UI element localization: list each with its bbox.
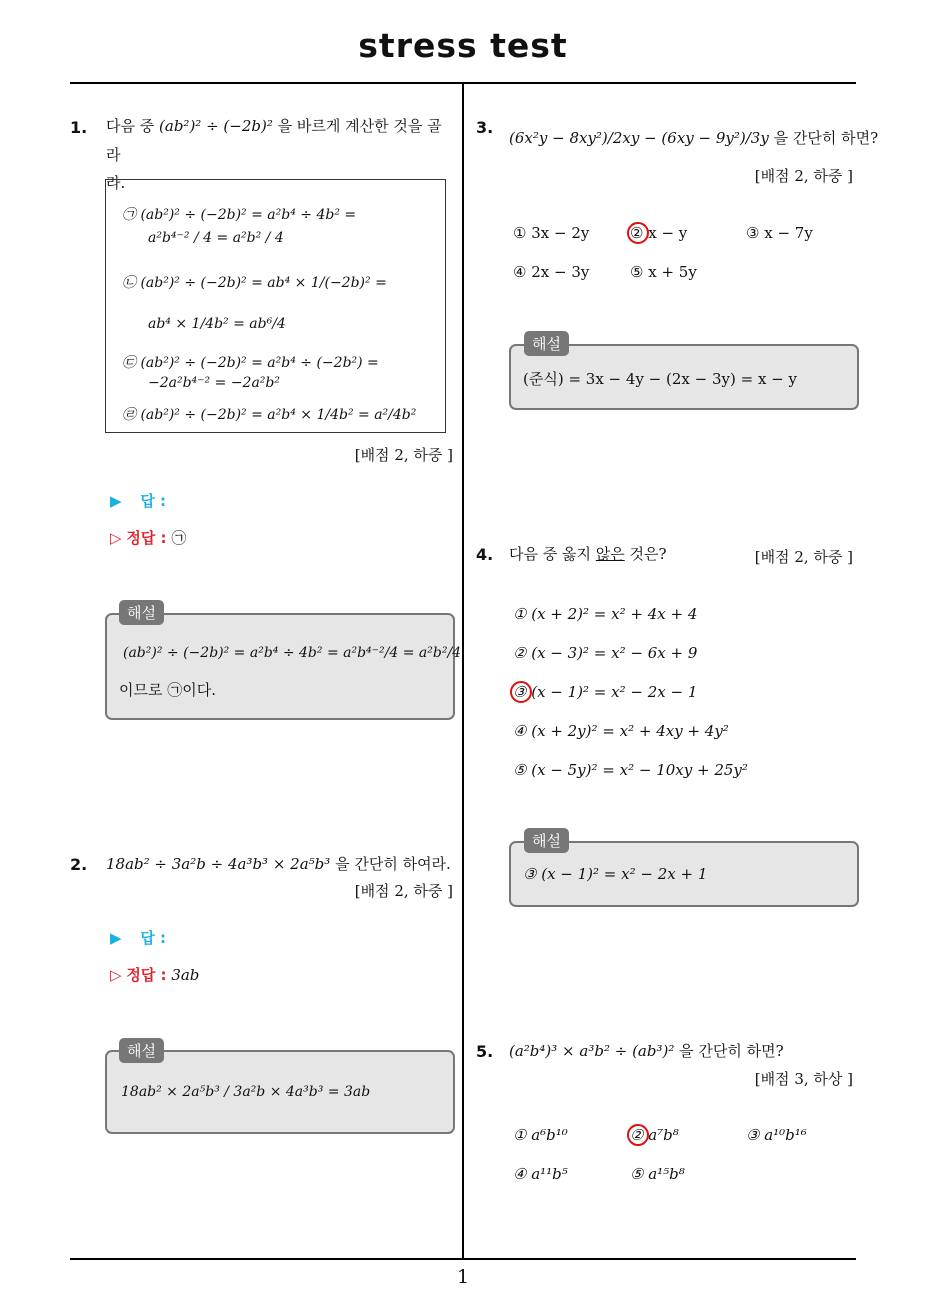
q5-choice-3[interactable]: ③ a¹⁰b¹⁶ <box>746 1126 807 1144</box>
q5-number: 5. <box>476 1042 494 1061</box>
q3-text <box>509 124 878 153</box>
q2-explanation-tag: 해설 <box>119 1038 164 1063</box>
q2-expr: 18ab² ÷ 3a²b ÷ 4a³b³ × 2a⁵b³ <box>106 855 331 873</box>
column-divider <box>462 84 464 1259</box>
q4-choice-1[interactable]: ① (x + 2)² = x² + 4x + 4 <box>513 605 698 623</box>
q5-choice-4[interactable]: ④ a¹¹b⁵ <box>513 1165 568 1183</box>
play-icon: ▶ <box>110 929 122 947</box>
q3-answer-mark-icon <box>627 222 649 244</box>
q3-choice-3[interactable]: ③ x − 7y <box>746 224 813 242</box>
q1-correct-label: 정답 : <box>126 529 167 547</box>
q2-text-suffix: 을 간단히 하여라. <box>335 855 451 873</box>
q1-explanation-line2: 이므로 ㉠이다. <box>119 681 216 699</box>
q4-text-underline: 않은 <box>595 545 625 563</box>
q1-explanation-box <box>105 613 462 720</box>
q1-option-b-line1: ㉡ (ab²)² ÷ (−2b)² = ab⁴ × 1/(−2b)² = <box>122 275 387 291</box>
q3-explanation: (준식) = 3x − 4y − (2x − 3y) = x − y <box>523 370 797 388</box>
q1-correct-value: ㉠ <box>171 529 187 547</box>
q3-explanation-tag: 해설 <box>524 331 569 356</box>
q1-text-prefix: 다음 중 <box>106 117 155 135</box>
q1-option-b-line2: ab⁴ × 1/4b² = ab⁶/4 <box>148 316 286 332</box>
q1-correct-row <box>110 527 186 548</box>
outline-triangle-icon: ▷ <box>110 966 122 984</box>
q1-option-a-line2: a²b⁴⁻² / 4 = a²b² / 4 <box>148 230 284 246</box>
q4-number: 4. <box>476 545 494 564</box>
q4-score: [배점 2, 하중 ] <box>754 548 853 566</box>
page-title: stress test <box>358 26 568 65</box>
q2-answer-label: 답 : <box>140 929 167 947</box>
q5-score: [배점 3, 하상 ] <box>754 1070 853 1088</box>
q4-choice-5[interactable]: ⑤ (x − 5y)² = x² − 10xy + 25y² <box>513 761 748 779</box>
q3-text-suffix: 을 간단히 하면? <box>773 129 879 147</box>
q2-correct-label: 정답 : <box>126 966 167 984</box>
q2-correct-row <box>110 964 199 985</box>
q2-answer-row[interactable] <box>110 927 166 948</box>
q4-choice-4[interactable]: ④ (x + 2y)² = x² + 4xy + 4y² <box>513 722 729 740</box>
q5-choice-5[interactable]: ⑤ a¹⁵b⁸ <box>630 1165 685 1183</box>
q1-text-suffix: 을 바르게 계산한 것을 골라 <box>106 117 442 164</box>
q2-explanation: 18ab² × 2a⁵b³ / 3a²b × 4a³b³ = 3ab <box>121 1084 371 1100</box>
q3-choice-5[interactable]: ⑤ x + 5y <box>630 263 697 281</box>
q3-number: 3. <box>476 118 494 137</box>
q1-explanation-tag: 해설 <box>119 600 164 625</box>
play-icon: ▶ <box>110 492 122 510</box>
q5-answer-mark-icon <box>627 1124 649 1146</box>
q5-text-suffix: 을 간단히 하면? <box>679 1042 784 1060</box>
q4-explanation-tag: 해설 <box>524 828 569 853</box>
q1-answer-row[interactable] <box>110 490 166 511</box>
q5-text <box>509 1037 784 1066</box>
q2-text <box>106 850 451 879</box>
q1-option-c-line1: ㉢ (ab²)² ÷ (−2b)² = a²b⁴ ÷ (−2b²) = <box>122 355 379 371</box>
q2-correct-value: 3ab <box>171 966 200 984</box>
q3-expr: (6x²y − 8xy²)/2xy − (6xy − 9y²)/3y <box>509 129 769 147</box>
q1-text-expr: (ab²)² ÷ (−2b)² <box>159 117 273 135</box>
bottom-rule <box>70 1258 856 1260</box>
page-number: 1 <box>456 1266 470 1288</box>
q5-choice-2[interactable]: ② a⁷b⁸ <box>630 1126 679 1144</box>
q1-text-line2: 라. <box>106 174 126 192</box>
q1-option-a-line1: ㉠ (ab²)² ÷ (−2b)² = a²b⁴ ÷ 4b² = <box>122 207 357 223</box>
q1-option-d: ㉣ (ab²)² ÷ (−2b)² = a²b⁴ × 1/4b² = a²/4b² <box>122 407 417 423</box>
q4-text-suffix: 것은? <box>629 545 667 563</box>
q4-choice-2[interactable]: ② (x − 3)² = x² − 6x + 9 <box>513 644 698 662</box>
q4-answer-mark-icon <box>510 681 532 703</box>
q3-choice-1[interactable]: ① 3x − 2y <box>513 224 590 242</box>
outline-triangle-icon: ▷ <box>110 529 122 547</box>
q5-choice-1[interactable]: ① a⁶b¹⁰ <box>513 1126 568 1144</box>
q5-expr: (a²b⁴)³ × a³b² ÷ (ab³)² <box>509 1042 675 1060</box>
q3-score: [배점 2, 하중 ] <box>754 167 853 185</box>
q2-number: 2. <box>70 855 88 874</box>
q1-options-box <box>105 179 446 433</box>
q4-explanation: ③ (x − 1)² = x² − 2x + 1 <box>523 865 708 883</box>
q4-choice-3[interactable]: ③ (x − 1)² = x² − 2x − 1 <box>513 683 698 701</box>
q2-score: [배점 2, 하중 ] <box>354 882 453 900</box>
q4-text <box>509 540 667 569</box>
q1-score: [배점 2, 하중 ] <box>354 446 453 464</box>
q3-choice-2[interactable]: ② x − y <box>630 224 688 242</box>
q4-text-prefix: 다음 중 옳지 <box>509 545 591 563</box>
q1-option-c-line2: −2a²b⁴⁻² = −2a²b² <box>148 375 280 391</box>
q3-choice-4[interactable]: ④ 2x − 3y <box>513 263 590 281</box>
q1-explanation-line1: (ab²)² ÷ (−2b)² = a²b⁴ ÷ 4b² = a²b⁴⁻²/4 = a²b²/4 <box>123 645 462 661</box>
q1-answer-label: 답 : <box>140 492 167 510</box>
q1-number: 1. <box>70 118 88 137</box>
